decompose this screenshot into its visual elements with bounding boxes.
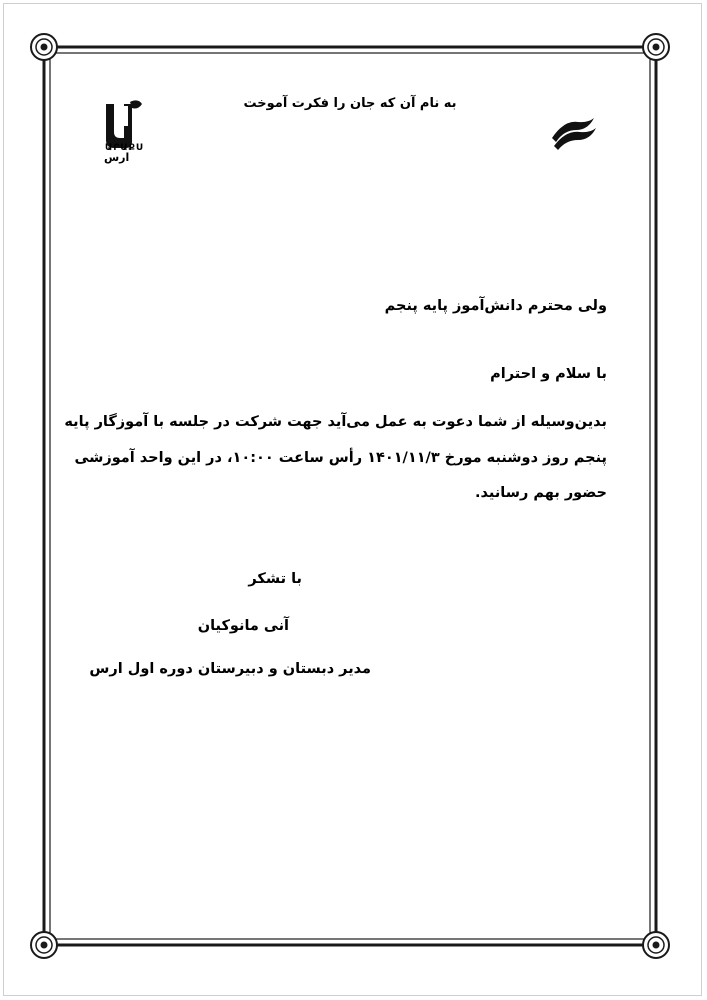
salutation: ولی محترم دانش‌آموز پایه پنجم (384, 298, 607, 314)
signer-name: آنی مانوکیان (197, 618, 289, 634)
body-line-2: پنجم روز دوشنبه مورخ ۱۴۰۱/۱۱/۳ رأس ساعت ۱۰:۰۰، در این واحد آموزشی (74, 450, 607, 466)
header-invocation: به نام آن که جان را فکرت آموخت (243, 96, 457, 111)
corner-ornament-bottom-right (643, 932, 669, 958)
signer-title: مدیر دبستان و دبیرستان دوره اول ارس (89, 661, 371, 677)
corner-ornament-bottom-left (31, 932, 57, 958)
body-line-1: بدین‌وسیله از شما دعوت به عمل می‌آید جهت شرکت در جلسه با آموزگار پایه (64, 414, 607, 430)
logo-caption-persian: ارس (104, 151, 130, 164)
corner-ornament-top-left (31, 34, 57, 60)
wave-logo-icon (548, 116, 598, 150)
greeting: با سلام و احترام (490, 366, 607, 382)
logo-caption-latin: ԱՐԱՔՍ (105, 143, 144, 153)
closing: با تشکر (248, 571, 302, 587)
body-line-3: حضور بهم رسانید. (475, 485, 607, 501)
corner-ornament-top-right (643, 34, 669, 60)
